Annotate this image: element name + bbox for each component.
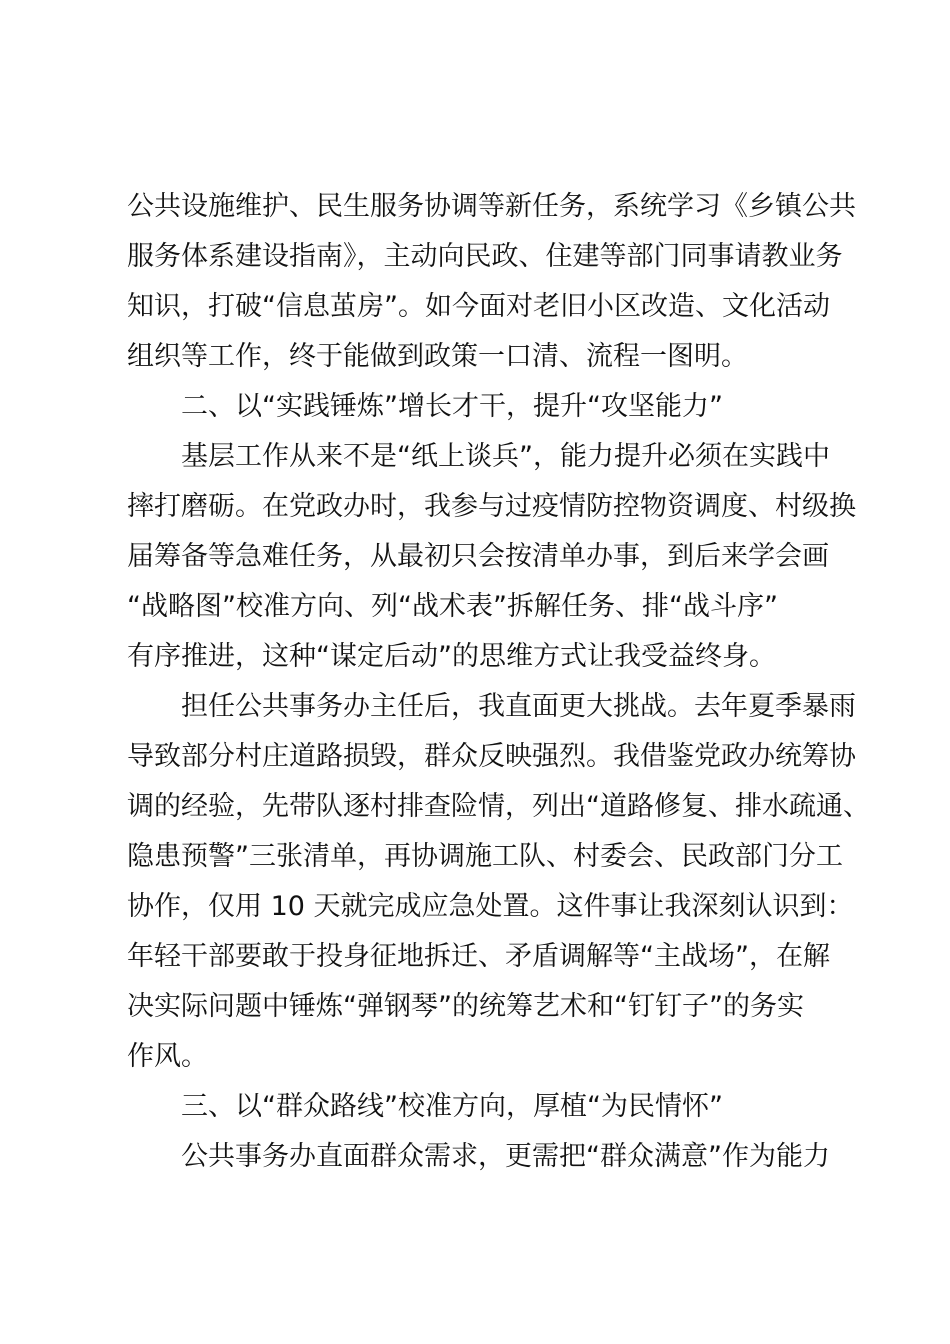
text-line: 服务体系建设指南》，主动向民政、住建等部门同事请教业务 xyxy=(127,241,843,272)
text-line: 年轻干部要敢于投身征地拆迁、矛盾调解等“主战场”，在解 xyxy=(127,941,830,972)
text-line: 导致部分村庄道路损毁，群众反映强烈。我借鉴党政办统筹协 xyxy=(127,741,856,772)
text-line: 摔打磨砺。在党政办时，我参与过疫情防控物资调度、村级换 xyxy=(127,491,856,522)
text-line: 公共设施维护、民生服务协调等新任务，系统学习《乡镇公共 xyxy=(127,191,856,222)
text-line: 公共事务办直面群众需求，更需把“群众满意”作为能力 xyxy=(181,1141,830,1172)
section-heading-2: 二、以“实践锤炼”增长才干，提升“攻坚能力” xyxy=(181,391,723,422)
text-line: 调的经验，先带队逐村排查险情，列出“道路修复、排水疏通、 xyxy=(127,791,870,822)
text-line: 隐患预警”三张清单，再协调施工队、村委会、民政部门分工 xyxy=(127,841,843,872)
text-line: 协作，仅用 10 天就完成应急处置。这件事让我深刻认识到： xyxy=(127,891,854,922)
text-line: 基层工作从来不是“纸上谈兵”，能力提升必须在实践中 xyxy=(181,441,830,472)
section-heading-3: 三、以“群众路线”校准方向，厚植“为民情怀” xyxy=(181,1091,723,1122)
document-body xyxy=(127,182,870,1182)
text-line: 组织等工作，终于能做到政策一口清、流程一图明。 xyxy=(127,341,748,372)
text-line: 有序推进，这种“谋定后动”的思维方式让我受益终身。 xyxy=(127,641,776,672)
text-line: “战略图”校准方向、列“战术表”拆解任务、排“战斗序” xyxy=(127,591,778,622)
text-line: 担任公共事务办主任后，我直面更大挑战。去年夏季暴雨 xyxy=(181,691,856,722)
text-line: 届筹备等急难任务，从最初只会按清单办事，到后来学会画 xyxy=(127,541,829,572)
text-line: 决实际问题中锤炼“弹钢琴”的统筹艺术和“钉钉子”的务实 xyxy=(127,991,804,1022)
text-line: 知识，打破“信息茧房”。如今面对老旧小区改造、文化活动 xyxy=(127,291,830,322)
text-line: 作风。 xyxy=(127,1041,208,1072)
